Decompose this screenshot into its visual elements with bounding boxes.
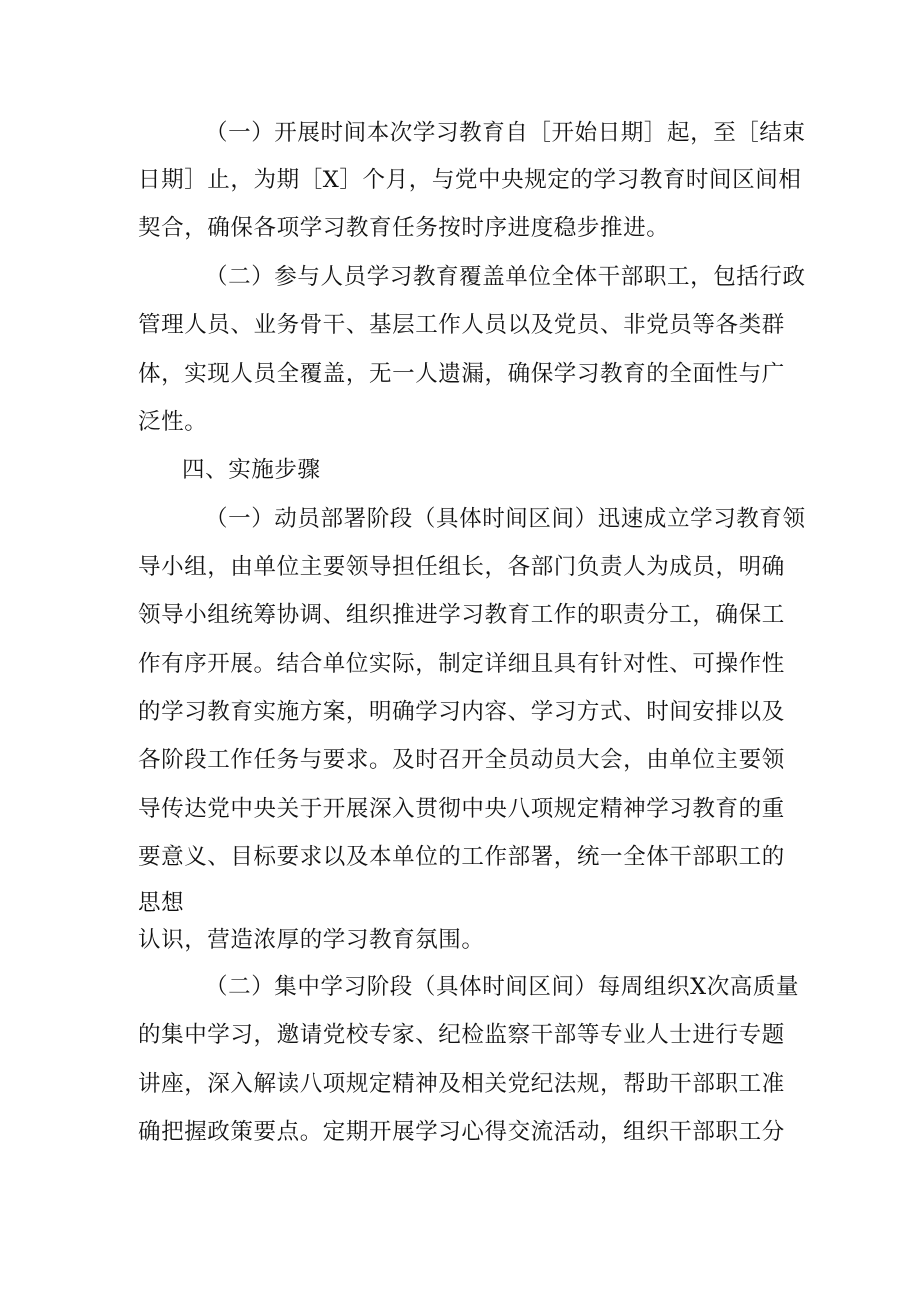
paragraph-2-line-1: （二）参与人员学习教育覆盖单位全体干部职工，包括行政 bbox=[205, 264, 806, 290]
paragraph-3-line-4: 作有序开展。结合单位实际，制定详细且具有针对性、可操作性 bbox=[138, 651, 785, 677]
paragraph-1-line-1: （一）开展时间本次学习教育自［开始日期］起，至［结束 bbox=[205, 120, 806, 146]
paragraph-4-line-3: 讲座，深入解读八项规定精神及相关党纪法规，帮助干部职工准 bbox=[138, 1071, 785, 1097]
paragraph-3-line-2: 导小组，由单位主要领导担任组长，各部门负责人为成员，明确 bbox=[138, 554, 785, 580]
section-heading-implementation-steps: 四、实施步骤 bbox=[182, 457, 321, 483]
paragraph-4-line-4: 确把握政策要点。定期开展学习心得交流活动，组织干部职工分 bbox=[138, 1119, 785, 1145]
paragraph-3-line-9: 思想 bbox=[138, 890, 185, 916]
paragraph-3-line-1: （一）动员部署阶段（具体时间区间）迅速成立学习教育领 bbox=[205, 506, 806, 532]
paragraph-3-line-5: 的学习教育实施方案，明确学习内容、学习方式、时间安排以及 bbox=[138, 699, 785, 725]
paragraph-3-line-3: 领导小组统筹协调、组织推进学习教育工作的职责分工，确保工 bbox=[138, 602, 785, 628]
paragraph-2-line-4: 泛性。 bbox=[138, 409, 208, 435]
paragraph-2-line-2: 管理人员、业务骨干、基层工作人员以及党员、非党员等各类群 bbox=[138, 312, 785, 338]
paragraph-4-line-1: （二）集中学习阶段（具体时间区间）每周组织X次高质量 bbox=[205, 974, 800, 1000]
paragraph-4-line-2: 的集中学习，邀请党校专家、纪检监察干部等专业人士进行专题 bbox=[138, 1022, 785, 1048]
paragraph-3-line-6: 各阶段工作任务与要求。及时召开全员动员大会，由单位主要领 bbox=[138, 747, 785, 773]
paragraph-3-line-10: 认识，营造浓厚的学习教育氛围。 bbox=[138, 927, 485, 953]
paragraph-1-line-3: 契合，确保各项学习教育任务按时序进度稳步推进。 bbox=[138, 215, 670, 241]
paragraph-3-line-7: 导传达党中央关于开展深入贯彻中央八项规定精神学习教育的重 bbox=[138, 796, 785, 822]
paragraph-2-line-3: 体，实现人员全覆盖，无一人遗漏，确保学习教育的全面性与广 bbox=[138, 361, 785, 387]
paragraph-1-line-2: 日期］止，为期［X］个月，与党中央规定的学习教育时间区间相 bbox=[138, 167, 802, 193]
paragraph-3-line-8: 要意义、目标要求以及本单位的工作部署，统一全体干部职工的 bbox=[138, 844, 785, 870]
